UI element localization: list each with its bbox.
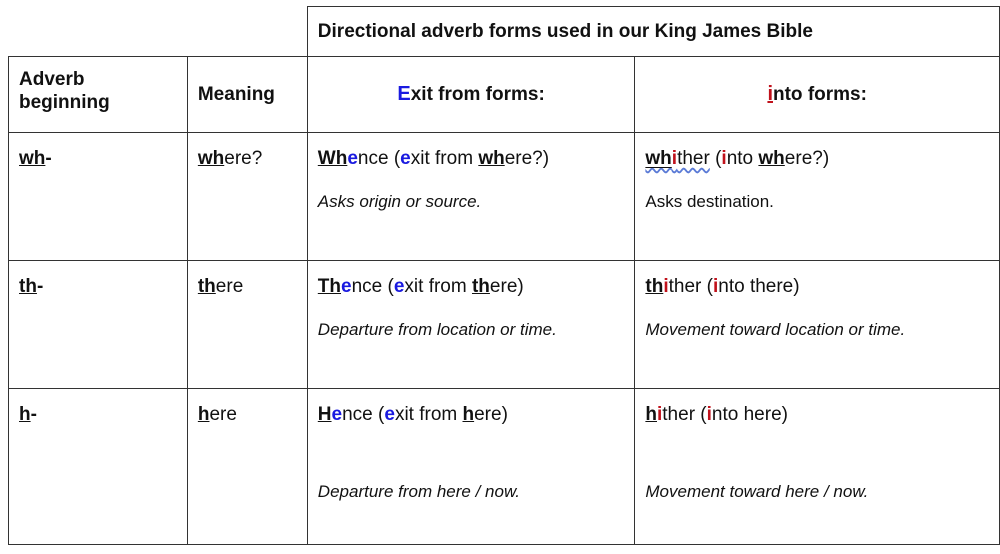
adverb-cell: th- bbox=[9, 261, 188, 389]
meaning-cell: where? bbox=[187, 133, 307, 261]
adverb-cell: h- bbox=[9, 389, 188, 545]
into-form-cell bbox=[635, 133, 1000, 261]
exit-form-note: Departure from location or time. bbox=[317, 320, 557, 339]
adverb-table bbox=[8, 6, 1000, 545]
exit-form-note: Asks origin or source. bbox=[317, 192, 482, 211]
table-title: Directional adverb forms used in our King James Bible bbox=[307, 7, 999, 57]
header-adverb-beginning bbox=[9, 57, 188, 133]
into-form-text: whither (into where?) bbox=[645, 148, 830, 169]
adverb-cell: wh- bbox=[9, 133, 188, 261]
header-into-forms: into forms: bbox=[635, 57, 1000, 133]
exit-form-cell bbox=[307, 261, 635, 389]
header-adverb-line2: beginning bbox=[19, 92, 110, 113]
exit-form-cell bbox=[307, 133, 635, 261]
header-adverb-line1: Adverb bbox=[19, 69, 85, 90]
table-row bbox=[9, 389, 1000, 545]
into-form-note: Movement toward here / now. bbox=[645, 482, 869, 501]
exit-form-text: Whence (exit from where?) bbox=[317, 148, 550, 169]
empty-corner-cell bbox=[9, 7, 308, 57]
into-form-text: thither (into there) bbox=[645, 276, 800, 297]
header-row bbox=[9, 57, 1000, 133]
meaning-cell: here bbox=[187, 389, 307, 545]
header-meaning: Meaning bbox=[187, 57, 307, 133]
into-form-cell bbox=[635, 389, 1000, 545]
meaning-cell: there bbox=[187, 261, 307, 389]
exit-form-text: Thence (exit from there) bbox=[317, 276, 524, 297]
table-row bbox=[9, 133, 1000, 261]
header-exit-from-forms: Exit from forms: bbox=[307, 57, 635, 133]
into-form-note: Asks destination. bbox=[645, 192, 774, 211]
table-row bbox=[9, 261, 1000, 389]
into-form-note: Movement toward location or time. bbox=[645, 320, 906, 339]
exit-form-note: Departure from here / now. bbox=[317, 482, 521, 501]
exit-form-text: Hence (exit from here) bbox=[317, 404, 508, 425]
exit-form-cell bbox=[307, 389, 635, 545]
into-form-cell bbox=[635, 261, 1000, 389]
into-form-text: hither (into here) bbox=[645, 404, 788, 425]
